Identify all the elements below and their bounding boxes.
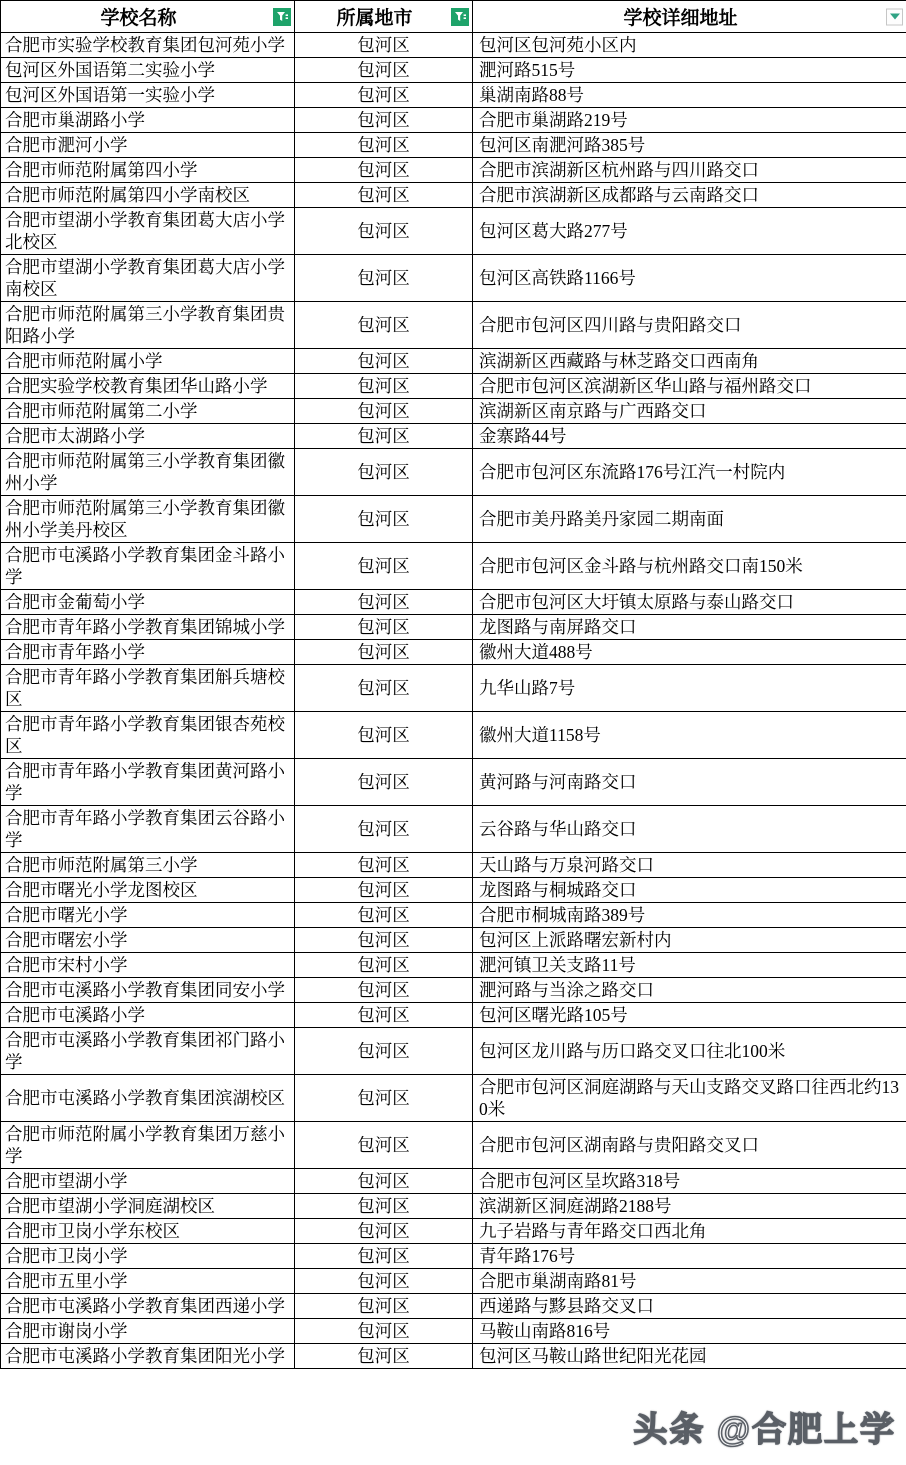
table-row [1,543,906,590]
col-header-district [295,1,473,33]
address-cell[interactable]: 马鞍山南路816号 [473,1319,906,1344]
address-cell[interactable]: 巢湖南路88号 [473,83,906,108]
district-cell[interactable]: 包河区 [295,1294,473,1319]
district-cell[interactable]: 包河区 [295,978,473,1003]
address-cell[interactable]: 合肥市滨湖新区杭州路与四川路交口 [473,158,906,183]
table-row [1,58,906,83]
school-name-cell[interactable]: 合肥市师范附属第二小学 [1,399,295,424]
table-row [1,953,906,978]
address-cell[interactable]: 合肥市包河区东流路176号江汽一村院内 [473,449,906,496]
address-cell[interactable]: 西递路与黟县路交叉口 [473,1294,906,1319]
school-name-cell[interactable]: 合肥市青年路小学教育集团银杏苑校区 [1,712,295,759]
table-row [1,712,906,759]
table-row [1,806,906,853]
district-cell[interactable]: 包河区 [295,953,473,978]
address-cell[interactable]: 龙图路与桐城路交口 [473,878,906,903]
district-cell[interactable]: 包河区 [295,208,473,255]
school-name-cell[interactable]: 合肥市青年路小学 [1,640,295,665]
table-row [1,1219,906,1244]
table-row [1,424,906,449]
school-name-cell[interactable]: 合肥市望湖小学洞庭湖校区 [1,1194,295,1219]
table-row [1,1028,906,1075]
address-cell[interactable]: 合肥市巢湖路219号 [473,108,906,133]
table-row [1,878,906,903]
district-cell[interactable]: 包河区 [295,1319,473,1344]
district-cell[interactable]: 包河区 [295,449,473,496]
address-cell[interactable]: 黄河路与河南路交口 [473,759,906,806]
address-cell[interactable]: 包河区上派路曙宏新村内 [473,928,906,953]
district-cell[interactable]: 包河区 [295,590,473,615]
address-cell[interactable]: 包河区马鞍山路世纪阳光花园 [473,1344,906,1369]
address-cell[interactable]: 合肥市美丹路美丹家园二期南面 [473,496,906,543]
table-row [1,183,906,208]
address-cell[interactable]: 徽州大道1158号 [473,712,906,759]
filter-dropdown-icon-address[interactable] [886,8,903,25]
school-name-cell[interactable]: 合肥市青年路小学教育集团云谷路小学 [1,806,295,853]
address-cell[interactable]: 九华山路7号 [473,665,906,712]
district-cell[interactable]: 包河区 [295,1194,473,1219]
school-name-cell[interactable]: 合肥市师范附属第四小学南校区 [1,183,295,208]
address-cell[interactable]: 合肥市包河区滨湖新区华山路与福州路交口 [473,374,906,399]
address-cell[interactable]: 淝河镇卫关支路11号 [473,953,906,978]
district-cell[interactable]: 包河区 [295,928,473,953]
district-cell[interactable]: 包河区 [295,183,473,208]
school-name-cell[interactable]: 合肥市卫岗小学东校区 [1,1219,295,1244]
district-cell[interactable]: 包河区 [295,255,473,302]
table-row [1,496,906,543]
table-row [1,1003,906,1028]
district-cell[interactable]: 包河区 [295,1269,473,1294]
table-row [1,590,906,615]
watermark: 头条 @合肥上学 [633,1411,896,1449]
address-cell[interactable]: 合肥市巢湖南路81号 [473,1269,906,1294]
school-name-cell[interactable]: 合肥市宋村小学 [1,953,295,978]
district-cell[interactable]: 包河区 [295,399,473,424]
district-cell[interactable]: 包河区 [295,374,473,399]
school-name-cell[interactable]: 包河区外国语第一实验小学 [1,83,295,108]
table-row [1,255,906,302]
address-cell[interactable]: 包河区龙川路与历口路交叉口往北100米 [473,1028,906,1075]
school-name-cell[interactable]: 合肥市屯溪路小学教育集团滨湖校区 [1,1075,295,1122]
district-cell[interactable]: 包河区 [295,853,473,878]
table-row [1,1269,906,1294]
table-row [1,1344,906,1369]
table-row [1,1075,906,1122]
table-row [1,903,906,928]
school-name-cell[interactable]: 合肥市屯溪路小学 [1,1003,295,1028]
address-cell[interactable]: 包河区曙光路105号 [473,1003,906,1028]
address-cell[interactable]: 合肥市桐城南路389号 [473,903,906,928]
school-name-cell[interactable]: 合肥市师范附属第四小学 [1,158,295,183]
school-name-cell[interactable]: 合肥市谢岗小学 [1,1319,295,1344]
address-cell[interactable]: 合肥市包河区洞庭湖路与天山支路交叉路口往西北约130米 [473,1075,906,1122]
table-row [1,1169,906,1194]
table-row [1,978,906,1003]
school-name-cell[interactable]: 合肥市淝河小学 [1,133,295,158]
district-cell[interactable]: 包河区 [295,878,473,903]
address-cell[interactable]: 合肥市包河区四川路与贵阳路交口 [473,302,906,349]
school-name-cell[interactable]: 合肥市望湖小学 [1,1169,295,1194]
col-header-address-label: 学校详细地址 [623,8,738,29]
address-cell[interactable]: 包河区葛大路277号 [473,208,906,255]
school-name-cell[interactable]: 合肥市师范附属小学教育集团万慈小学 [1,1122,295,1169]
address-cell[interactable]: 包河区高铁路1166号 [473,255,906,302]
table-row [1,1244,906,1269]
district-cell[interactable]: 包河区 [295,615,473,640]
filter-funnel-icon-district[interactable] [451,8,469,26]
district-cell[interactable]: 包河区 [295,1219,473,1244]
table-row [1,33,906,58]
district-cell[interactable]: 包河区 [295,33,473,58]
district-cell[interactable]: 包河区 [295,759,473,806]
table-row [1,928,906,953]
district-cell[interactable]: 包河区 [295,58,473,83]
district-cell[interactable]: 包河区 [295,349,473,374]
district-cell[interactable]: 包河区 [295,806,473,853]
address-cell[interactable]: 青年路176号 [473,1244,906,1269]
table-row [1,399,906,424]
chevron-down-icon [890,14,900,20]
school-name-cell[interactable]: 合肥市师范附属第三小学教育集团徽州小学 [1,449,295,496]
table-row [1,158,906,183]
school-name-cell[interactable]: 合肥市青年路小学教育集团斛兵塘校区 [1,665,295,712]
funnel-icon [454,11,466,23]
address-cell[interactable]: 九子岩路与青年路交口西北角 [473,1219,906,1244]
table-row [1,665,906,712]
district-cell[interactable]: 包河区 [295,1169,473,1194]
school-name-cell[interactable]: 合肥市青年路小学教育集团黄河路小学 [1,759,295,806]
address-cell[interactable]: 天山路与万泉河路交口 [473,853,906,878]
school-name-cell[interactable]: 合肥市屯溪路小学教育集团阳光小学 [1,1344,295,1369]
district-cell[interactable]: 包河区 [295,302,473,349]
table-row [1,759,906,806]
table-row [1,1319,906,1344]
address-cell[interactable]: 滨湖新区洞庭湖路2188号 [473,1194,906,1219]
district-cell[interactable]: 包河区 [295,158,473,183]
address-cell[interactable]: 金寨路44号 [473,424,906,449]
district-cell[interactable]: 包河区 [295,712,473,759]
col-header-school-name-label: 学校名称 [100,8,177,29]
address-cell[interactable]: 合肥市包河区金斗路与杭州路交口南150米 [473,543,906,590]
table-row [1,449,906,496]
district-cell[interactable]: 包河区 [295,640,473,665]
address-cell[interactable]: 合肥市包河区大圩镇太原路与泰山路交口 [473,590,906,615]
table-row [1,208,906,255]
address-cell[interactable]: 淝河路与当涂之路交口 [473,978,906,1003]
school-name-cell[interactable]: 合肥市巢湖路小学 [1,108,295,133]
school-name-cell[interactable]: 合肥市师范附属第三小学教育集团徽州小学美丹校区 [1,496,295,543]
district-cell[interactable]: 包河区 [295,543,473,590]
school-name-cell[interactable]: 合肥市师范附属小学 [1,349,295,374]
table-row [1,133,906,158]
address-cell[interactable]: 合肥市包河区呈坎路318号 [473,1169,906,1194]
address-cell[interactable]: 滨湖新区西藏路与林芝路交口西南角 [473,349,906,374]
table-row [1,853,906,878]
school-name-cell[interactable]: 合肥市五里小学 [1,1269,295,1294]
school-name-cell[interactable]: 合肥市金葡萄小学 [1,590,295,615]
address-cell[interactable]: 徽州大道488号 [473,640,906,665]
school-name-cell[interactable]: 合肥市师范附属第三小学 [1,853,295,878]
school-name-cell[interactable]: 合肥市屯溪路小学教育集团金斗路小学 [1,543,295,590]
table-row [1,349,906,374]
district-cell[interactable]: 包河区 [295,1028,473,1075]
district-cell[interactable]: 包河区 [295,108,473,133]
school-name-cell[interactable]: 合肥市实验学校教育集团包河苑小学 [1,33,295,58]
district-cell[interactable]: 包河区 [295,1344,473,1369]
address-cell[interactable]: 龙图路与南屏路交口 [473,615,906,640]
table-row [1,1122,906,1169]
school-name-cell[interactable]: 合肥市望湖小学教育集团葛大店小学北校区 [1,208,295,255]
col-header-school-name [1,1,295,33]
school-name-cell[interactable]: 包河区外国语第二实验小学 [1,58,295,83]
school-name-cell[interactable]: 合肥市卫岗小学 [1,1244,295,1269]
filter-funnel-icon-school-name[interactable] [273,8,291,26]
district-cell[interactable]: 包河区 [295,83,473,108]
address-cell[interactable]: 包河区南淝河路385号 [473,133,906,158]
table-row [1,640,906,665]
table-row [1,615,906,640]
district-cell[interactable]: 包河区 [295,133,473,158]
district-cell[interactable]: 包河区 [295,424,473,449]
table-row [1,1194,906,1219]
district-cell[interactable]: 包河区 [295,1122,473,1169]
school-name-cell[interactable]: 合肥实验学校教育集团华山路小学 [1,374,295,399]
school-name-cell[interactable]: 合肥市曙光小学 [1,903,295,928]
table-row [1,108,906,133]
address-cell[interactable]: 滨湖新区南京路与广西路交口 [473,399,906,424]
table-row [1,374,906,399]
table-row [1,1294,906,1319]
district-cell[interactable]: 包河区 [295,1244,473,1269]
school-name-cell[interactable]: 合肥市师范附属第三小学教育集团贵阳路小学 [1,302,295,349]
school-name-cell[interactable]: 合肥市望湖小学教育集团葛大店小学南校区 [1,255,295,302]
school-name-cell[interactable]: 合肥市曙光小学龙图校区 [1,878,295,903]
table-row [1,302,906,349]
address-cell[interactable]: 合肥市滨湖新区成都路与云南路交口 [473,183,906,208]
col-header-address [473,1,906,33]
school-name-cell[interactable]: 合肥市太湖路小学 [1,424,295,449]
address-cell[interactable]: 云谷路与华山路交口 [473,806,906,853]
table-row [1,83,906,108]
school-name-cell[interactable]: 合肥市青年路小学教育集团锦城小学 [1,615,295,640]
col-header-district-label: 所属地市 [336,8,413,29]
address-cell[interactable]: 包河区包河苑小区内 [473,33,906,58]
header-row [1,1,906,33]
school-name-cell[interactable]: 合肥市屯溪路小学教育集团同安小学 [1,978,295,1003]
school-name-cell[interactable]: 合肥市屯溪路小学教育集团祁门路小学 [1,1028,295,1075]
district-cell[interactable]: 包河区 [295,1003,473,1028]
district-cell[interactable]: 包河区 [295,1075,473,1122]
district-cell[interactable]: 包河区 [295,665,473,712]
address-cell[interactable]: 淝河路515号 [473,58,906,83]
school-name-cell[interactable]: 合肥市曙宏小学 [1,928,295,953]
school-name-cell[interactable]: 合肥市屯溪路小学教育集团西递小学 [1,1294,295,1319]
address-cell[interactable]: 合肥市包河区湖南路与贵阳路交叉口 [473,1122,906,1169]
funnel-icon [276,11,288,23]
district-cell[interactable]: 包河区 [295,496,473,543]
district-cell[interactable]: 包河区 [295,903,473,928]
